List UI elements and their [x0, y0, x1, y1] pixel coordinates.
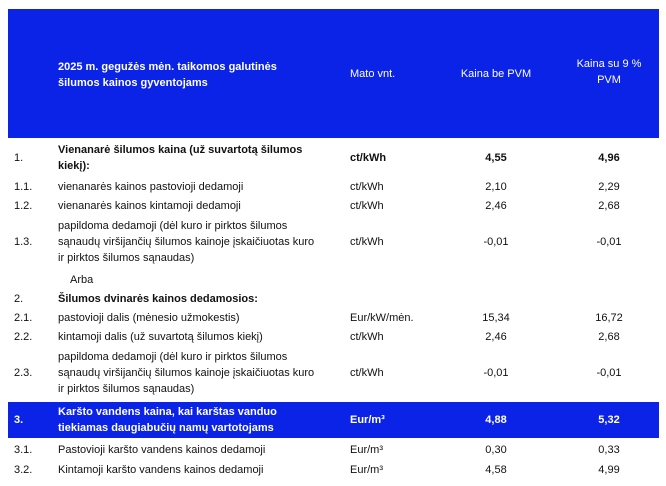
table-row	[8, 178, 659, 195]
row-unit: Eur/m³	[350, 414, 385, 426]
row-price-vat: 16,72	[595, 311, 623, 324]
row-price-no-vat: 4,58	[485, 463, 507, 476]
row-unit: ct/kWh	[350, 330, 384, 343]
row-price-no-vat: -0,01	[483, 236, 509, 248]
row-name: Vienanarė šilumos kaina (už suvartotą šilumos kiekį):	[58, 144, 303, 172]
row-number: 1.	[14, 152, 24, 164]
row-unit: Eur/m³	[350, 443, 383, 456]
row-number: 3.	[14, 414, 24, 426]
row-unit: ct/kWh	[350, 180, 384, 193]
row-price-no-vat: 15,34	[482, 311, 510, 324]
row-number: 3.2.	[14, 463, 33, 476]
row-price-vat: -0,01	[596, 367, 622, 379]
row-name: Arba	[70, 273, 94, 286]
header-name: 2025 m. gegužės mėn. taikomos galutinės šilumos kainos gyventojams	[58, 61, 277, 89]
row-price-vat: 2,68	[598, 199, 620, 212]
row-number: 1.2.	[14, 199, 33, 212]
row-number: 2.	[14, 292, 24, 305]
table-row	[8, 290, 659, 307]
table-row	[8, 197, 659, 214]
row-unit: ct/kWh	[350, 152, 387, 164]
row-unit: Eur/m³	[350, 463, 383, 476]
row-price-no-vat: 4,88	[485, 414, 507, 426]
row-name: Kintamoji karšto vandens kainos dedamoji	[58, 463, 264, 476]
row-price-vat: 0,33	[598, 443, 620, 456]
table-header	[8, 9, 659, 138]
row-name: pastovioji dalis (mėnesio užmokestis)	[58, 311, 240, 324]
row-price-vat: 4,96	[598, 152, 620, 164]
row-unit: ct/kWh	[350, 236, 384, 248]
row-price-no-vat: 4,55	[485, 152, 507, 164]
row-unit: ct/kWh	[350, 199, 384, 212]
header-price-no-vat: Kaina be PVM	[460, 68, 532, 80]
row-price-no-vat: 2,46	[485, 330, 507, 343]
row-number: 2.1.	[14, 311, 33, 324]
table-row	[8, 441, 659, 458]
row-price-no-vat: -0,01	[483, 367, 509, 379]
table-row	[8, 271, 659, 288]
row-number: 2.3.	[14, 367, 33, 379]
table-row	[8, 328, 659, 345]
table-row	[8, 217, 659, 267]
row-price-vat: -0,01	[596, 236, 622, 248]
row-price-vat: 2,29	[598, 180, 620, 193]
row-unit: ct/kWh	[350, 367, 384, 379]
row-name: kintamoji dalis (už suvartotą šilumos kiekį)	[58, 330, 263, 343]
row-name: vienanarės kainos pastovioji dedamoji	[58, 180, 244, 193]
row-price-vat: 4,99	[598, 463, 620, 476]
header-price-vat: Kaina su 9 % PVM	[576, 58, 642, 86]
row-number: 3.1.	[14, 443, 33, 456]
row-number: 2.2.	[14, 330, 33, 343]
row-price-no-vat: 2,10	[485, 180, 507, 193]
row-price-no-vat: 0,30	[485, 443, 507, 456]
row-name: vienanarės kainos kintamoji dedamoji	[58, 199, 241, 212]
table-row	[8, 141, 659, 175]
table-row-highlighted	[8, 402, 659, 438]
row-name: papildoma dedamoji (dėl kuro ir pirktos šilumos sąnaudų viršijančių šilumos kainoje įskaičiuotas kuro ir pirktos šilumos sąnaudas)	[58, 220, 315, 264]
row-price-vat: 5,32	[598, 414, 620, 426]
row-name: Pastovioji karšto vandens kainos dedamoji	[58, 443, 266, 456]
row-number: 1.3.	[14, 236, 33, 248]
row-price-no-vat: 2,46	[485, 199, 507, 212]
table-row	[8, 309, 659, 326]
row-number: 1.1.	[14, 180, 33, 193]
header-unit: Mato vnt.	[350, 68, 396, 80]
row-name: Šilumos dvinarės kainos dedamosios:	[58, 292, 258, 305]
row-price-vat: 2,68	[598, 330, 620, 343]
row-unit: Eur/kW/mėn.	[350, 311, 414, 324]
table-row	[8, 348, 659, 398]
table-row	[8, 461, 659, 478]
row-name: Karšto vandens kaina, kai karštas vanduo tiekiamas daugiabučių namų vartotojams	[58, 406, 277, 434]
row-name: papildoma dedamoji (dėl kuro ir pirktos šilumos sąnaudų viršijančių šilumos kainoje įskaičiuotas kuro ir pirktos šilumos sąnaudas)	[58, 351, 315, 395]
